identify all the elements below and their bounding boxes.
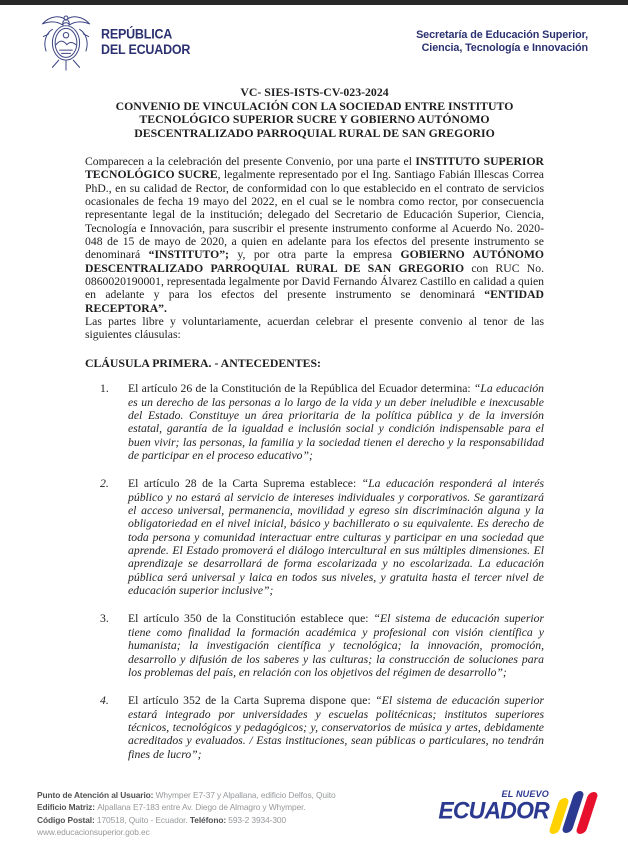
list-item-number: 2. <box>100 477 109 491</box>
list-item-text: El artículo 28 de la Carta Suprema establece: “La educación responderá al interés público y no estará al servicio de intereses individuales y corporativos. Se garantizará el acceso universal, permanencia, movilidad y egreso sin discriminación alguna y la obligatoriedad en el nivel inicial, básico y bachillerato o su equivalente. Es derecho de toda persona y comunidad interactuar entre culturas y participar en una sociedad que aprende. El Estado promoverá el diálogo intercultural en sus múltiples dimensiones. El aprendizaje se desarrollará de forma escolarizada y no escolarizada. La educación pública será universal y laica en todos sus niveles, y gratuita hasta el tercer nivel de educación superior inclusive”; <box>128 477 544 598</box>
document-code: VC- SIES-ISTS-CV-023-2024 <box>240 85 389 99</box>
list-item <box>85 612 544 679</box>
list-item-number: 3. <box>100 612 109 626</box>
republic-title <box>101 27 190 56</box>
clause-heading: CLÁUSULA PRIMERA. - ANTECEDENTES: <box>85 355 321 370</box>
secretaria-title <box>416 29 588 55</box>
top-bar <box>0 0 628 5</box>
flag-stripes-icon <box>554 790 592 834</box>
secretaria-line2: Ciencia, Tecnología e Innovación <box>421 42 588 54</box>
contact-line: Punto de Atención al Usuario: Whymper E7-37 y Alpallana, edificio Delfos, Quito <box>37 790 336 801</box>
document-body <box>85 86 544 761</box>
republic-brand <box>37 12 190 72</box>
logo-country-name: ECUADOR <box>438 795 549 824</box>
contact-line: www.educacionsuperior.gob.ec <box>37 826 150 837</box>
letterhead <box>37 12 588 72</box>
list-item-text: El artículo 26 de la Constitución de la República del Ecuador determina: “La educación es un derecho de las personas a lo largo de la vida y un deber ineludible e inexcusable del Estado. Constituye un área prioritaria de la política pública y de la inversión estatal, garantía de la igualdad e inclusión social y condición indispensable para el buen vivir; las personas, la familia y la sociedad tienen el derecho y la responsabilidad de participar en el proceso educativo”; <box>128 382 545 463</box>
list-item <box>85 694 544 761</box>
republic-title-line1: REPÚBLICA <box>101 26 173 42</box>
contact-info <box>37 789 336 838</box>
list-item <box>85 382 544 462</box>
agreement-paragraph: Las partes libre y voluntariamente, acuerdan celebrar el presente convenio al tenor de las siguientes cláusulas: <box>85 315 544 342</box>
opening-paragraph: Comparecen a la celebración del presente Convenio, por una parte el INSTITUTO SUPERIOR TECNOLÓGICO SUCRE, legalmente representado por el Ing. Santiago Fabián Illescas Correa PhD., en su calidad de Rector, de conformidad con lo que establecido en el contrato de servicios ocasionales de fecha 19 mayo del 2022, en el cual se le nombra como rector, por consecuencia representante legal de la institución; delegado del Secretario de Educación Superior, Ciencia, Tecnología e Innovación, para suscribir el presente instrumento conforme al Acuerdo No. 2020-048 de 15 de mayo de 2020, a quien en adelante para los efectos del presente instrumento se denominará “INSTITUTO”; y, por otra parte la empresa GOBIERNO AUTÓNOMO DESCENTRALIZADO PARROQUIAL RURAL DE SAN GREGORIO con RUC No. 0860020190001, representada legalmente por David Fernando Álvarez Castillo en calidad a quien en adelante y para los efectos del presente instrumento se denominará “ENTIDAD RECEPTORA”. <box>85 155 545 315</box>
contact-line: Edificio Matriz: Alpallana E7-183 entre Av. Diego de Almagro y Whymper. <box>37 802 306 813</box>
secretaria-line1: Secretaría de Educación Superior, <box>416 29 588 41</box>
list-item-text: El artículo 350 de la Constitución establece que: “El sistema de educación superior tiene como finalidad la formación académica y profesional con visión científica y humanista; la investigación científica y tecnológica; la innovación, promoción, desarrollo y difusión de los saberes y las culturas; la construcción de soluciones para los problemas del país, en relación con los objetivos del régimen de desarrollo”; <box>128 612 545 679</box>
document-title: CONVENIO DE VINCULACIÓN CON LA SOCIEDAD ENTRE INSTITUTO TECNOLÓGICO SUPERIOR SUCRE Y GOBIERNO AUTÓNOMO DESCENTRALIZADO PARROQUIAL RURAL DE SAN GREGORIO <box>115 98 514 140</box>
contact-line: Código Postal: 170518, Quito - Ecuador. Teléfono: 593-2 3934-300 <box>37 814 287 825</box>
el-nuevo-ecuador-logo <box>438 790 592 834</box>
list-item <box>85 477 544 597</box>
republic-title-line2: DEL ECUADOR <box>101 40 191 57</box>
page-footer <box>37 789 592 838</box>
list-item-number: 4. <box>100 694 109 708</box>
logo-tagline: EL NUEVO <box>501 788 549 799</box>
list-item-number: 1. <box>100 382 109 396</box>
ecuador-coat-of-arms-icon <box>37 12 95 72</box>
logo-wordmark <box>438 788 549 824</box>
antecedents-list <box>85 382 544 761</box>
list-item-text: El artículo 352 de la Carta Suprema dispone que: “El sistema de educación superior estará integrado por universidades y escuelas politécnicas; institutos superiores técnicos, tecnológicos y pedagógicos; y, conservatorios de música y artes, debidamente acreditados y evaluados. / Estas instituciones, sean públicas o particulares, no tendrán fines de lucro”; <box>128 694 544 761</box>
